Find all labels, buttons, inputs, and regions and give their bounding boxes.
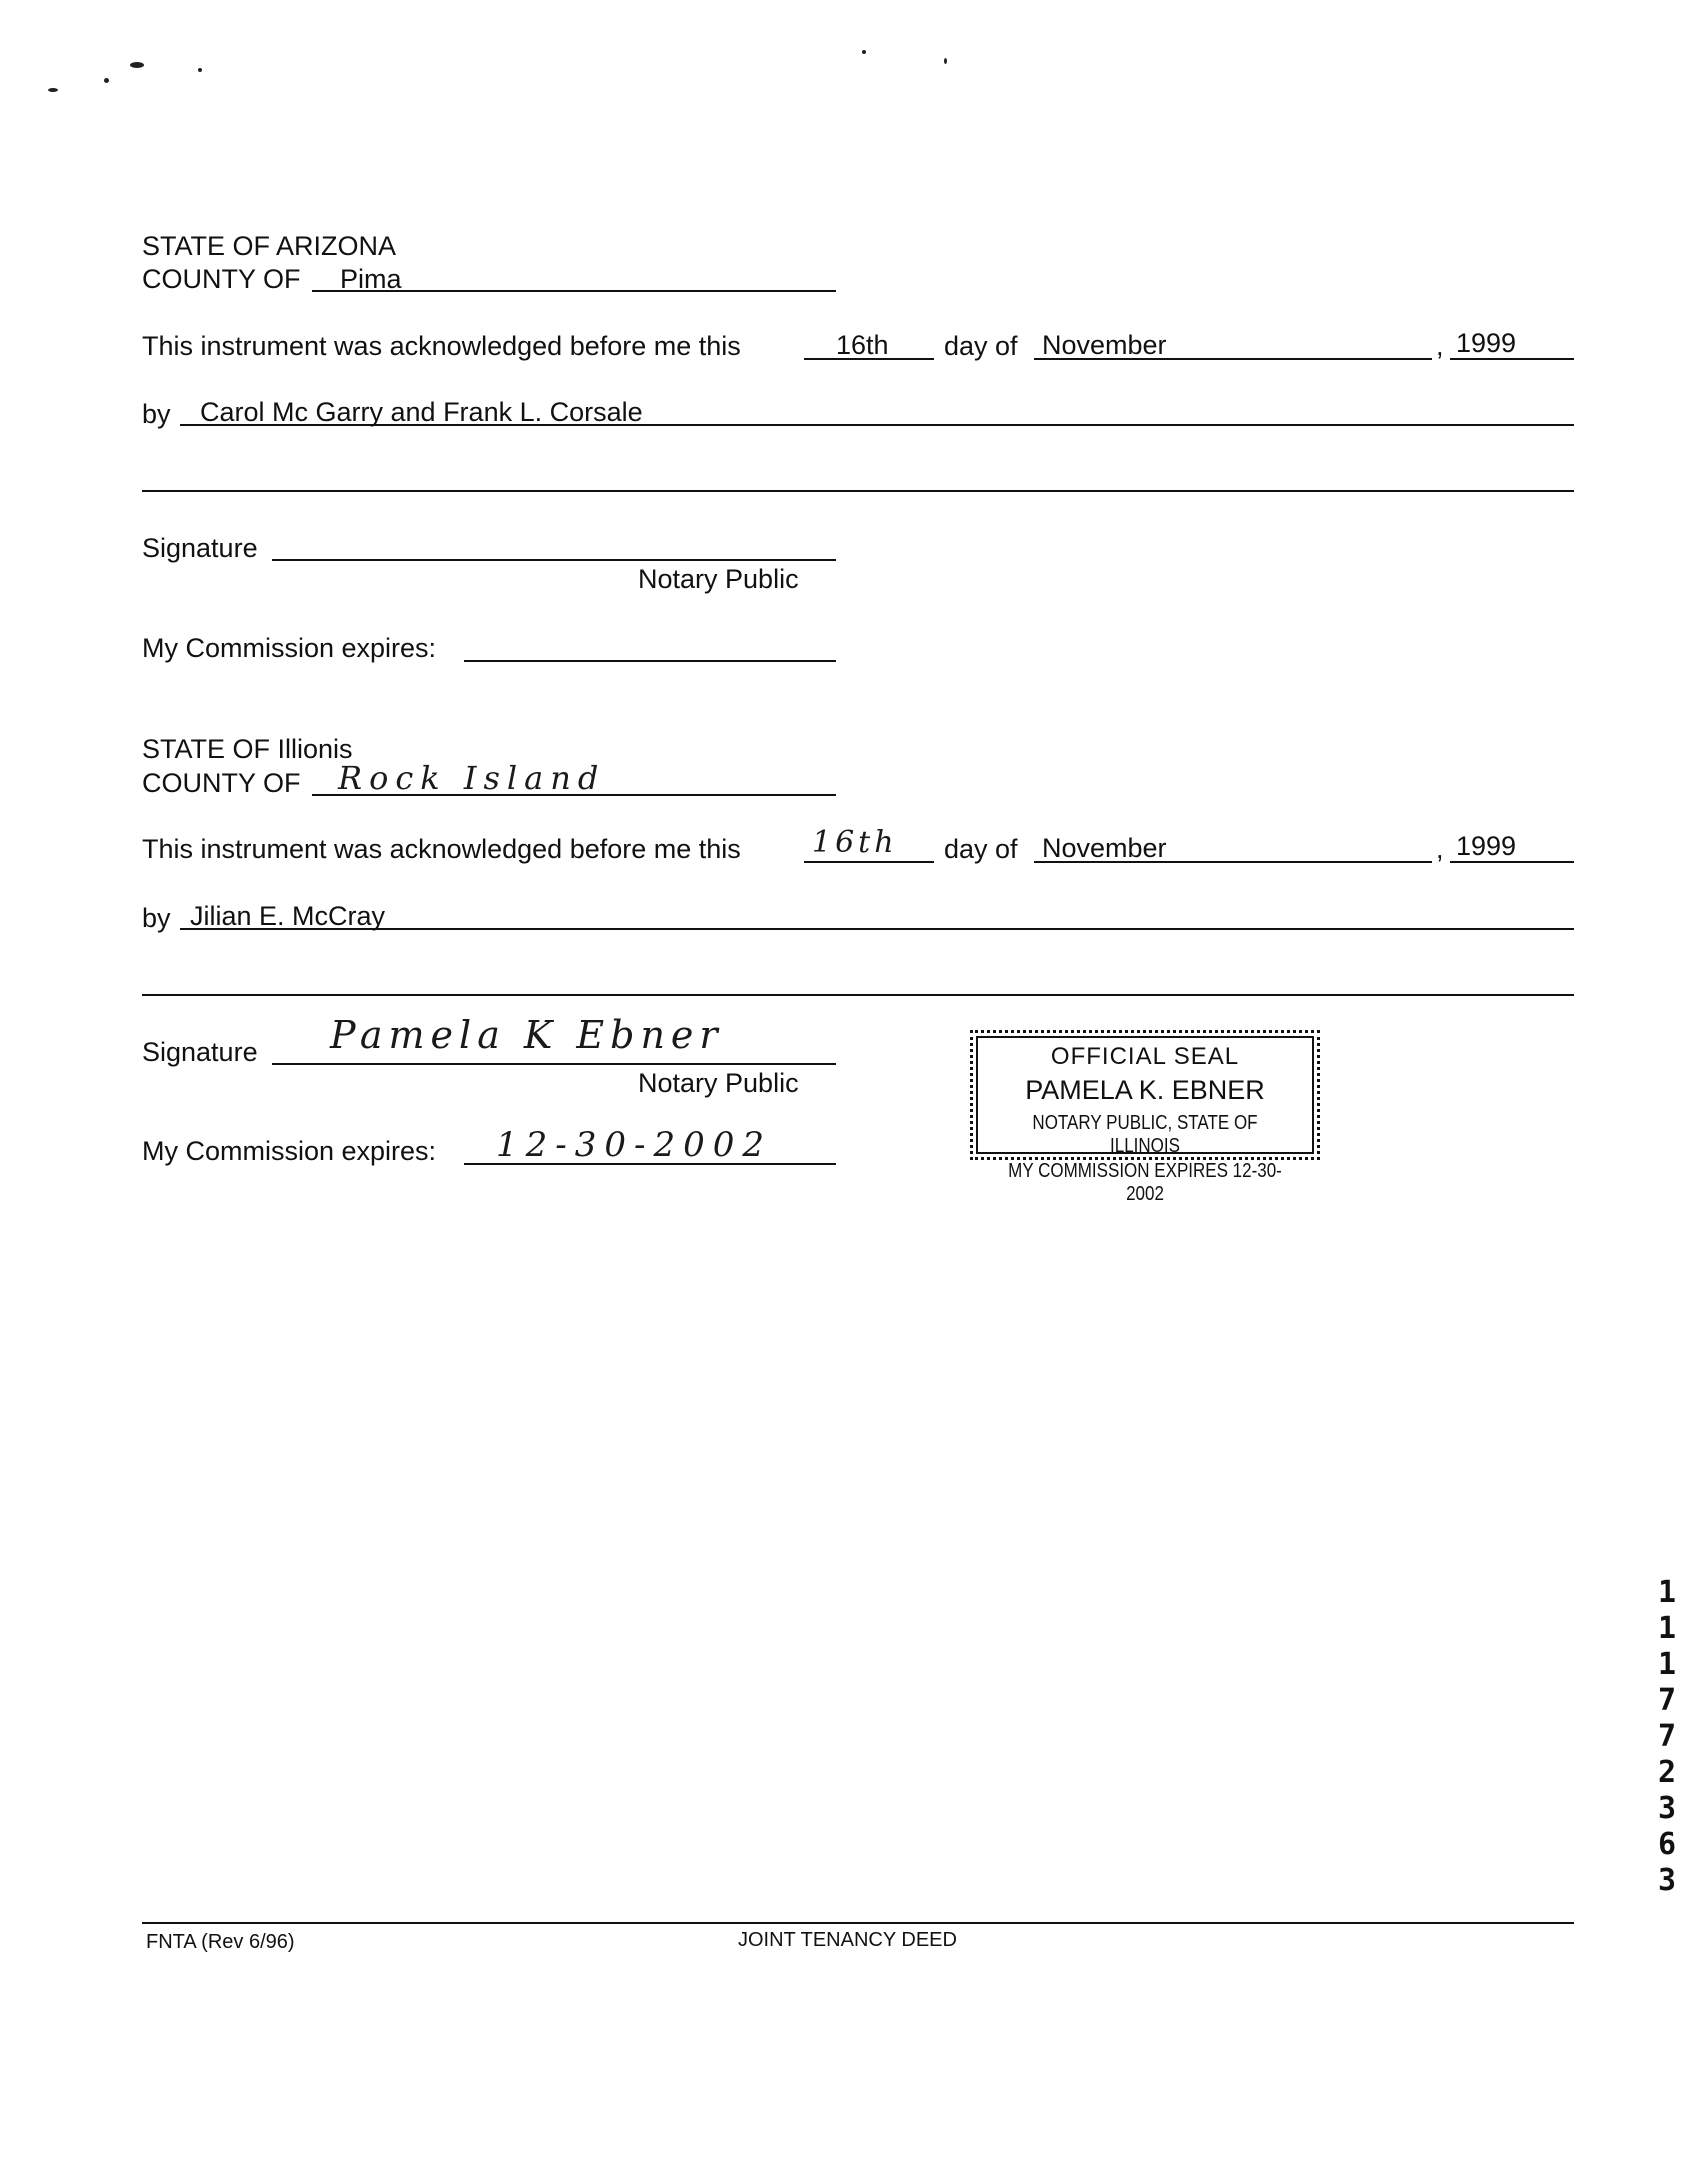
document-title: JOINT TENANCY DEED [738,1929,957,1951]
seal-state: NOTARY PUBLIC, STATE OF ILLINOIS [1032,1112,1258,1157]
notary-signature: Pamela K Ebner [330,1013,724,1057]
commission-line [464,660,836,662]
county-value: Pima [340,264,402,294]
scan-speck [862,50,866,54]
day-value: 16th [836,330,889,360]
signature-label: Signature [142,1037,258,1067]
seal-name: PAMELA K. EBNER [1025,1075,1265,1105]
by-line-continued [142,994,1574,996]
footer-rule [142,1922,1574,1924]
month-value: November [1042,833,1167,863]
state-label: STATE OF ARIZONA [142,231,397,261]
notary-public-label: Notary Public [638,1068,799,1098]
year-line [1450,861,1574,863]
by-line-continued [142,490,1574,492]
scan-speck [198,68,202,72]
state-label: STATE OF Illionis [142,734,353,764]
scan-speck [130,62,144,68]
document-number: 111772363 [1657,1575,1677,1898]
year-line [1450,358,1574,360]
official-seal-stamp [970,1030,1320,1205]
scan-speck [944,58,947,64]
year-comma: , [1436,331,1444,361]
signature-line [272,1063,836,1065]
ack-prefix: This instrument was acknowledged before me this [142,331,741,361]
ack-prefix: This instrument was acknowledged before me this [142,834,741,864]
signature-line [272,559,836,561]
signature-label: Signature [142,533,258,563]
by-value: Jilian E. McCray [190,901,386,931]
commission-handwritten-value: 12-30-2002 [496,1125,773,1165]
seal-expiry: MY COMMISSION EXPIRES 12-30-2002 [1008,1160,1282,1205]
year-comma: , [1436,834,1444,864]
year-value: 1999 [1456,328,1517,358]
notary-public-label: Notary Public [638,564,799,594]
by-value: Carol Mc Garry and Frank L. Corsale [200,397,643,427]
day-line [804,861,934,863]
county-handwritten-value: Rock Island [338,759,606,797]
by-label: by [142,399,171,429]
day-of-label: day of [944,331,1018,361]
county-label: COUNTY OF [142,264,301,294]
commission-label: My Commission expires: [142,1136,437,1166]
day-of-label: day of [944,834,1018,864]
scan-speck [104,78,109,83]
day-handwritten-value: 16th [812,825,898,860]
year-value: 1999 [1456,831,1517,861]
month-value: November [1042,330,1167,360]
seal-title: OFFICIAL SEAL [1050,1043,1240,1070]
by-line [180,928,1574,930]
commission-label: My Commission expires: [142,633,437,663]
county-label: COUNTY OF [142,768,301,798]
scan-speck [48,88,58,92]
form-code: FNTA (Rev 6/96) [146,1931,295,1953]
by-label: by [142,903,171,933]
